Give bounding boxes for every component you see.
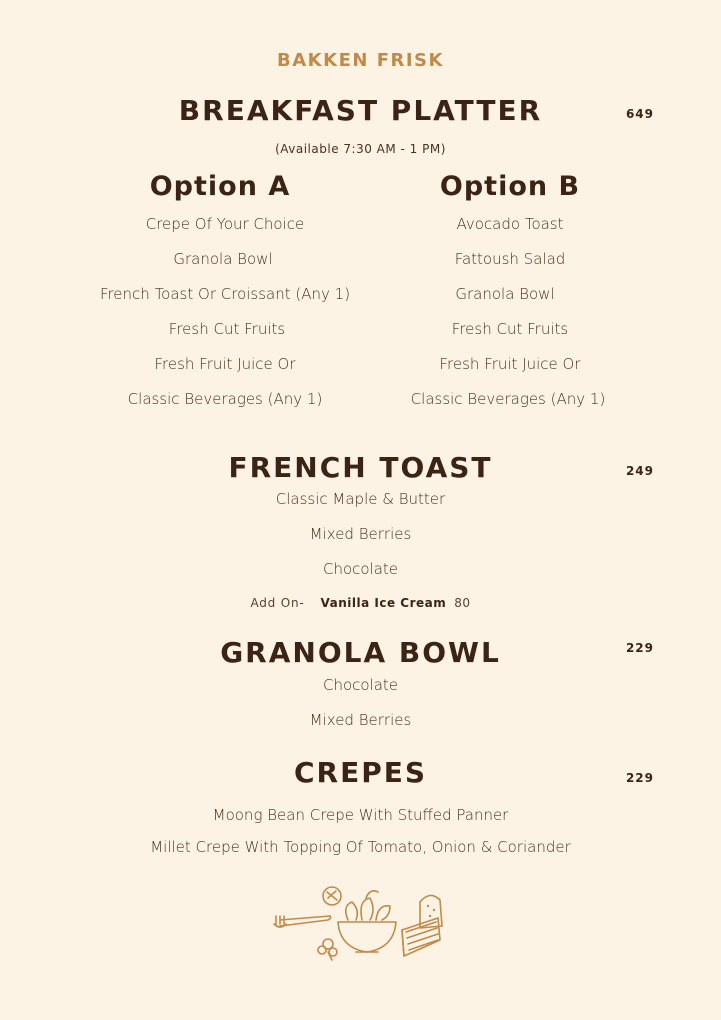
fork-icon [274,916,331,927]
addon-line [0,596,721,610]
crepes-price: 229 [625,771,654,785]
french-toast-item: Classic Maple & Butter [275,490,446,508]
french-toast-item: Mixed Berries [309,525,412,543]
breakfast-platter-price: 649 [625,107,654,121]
option-a-item: French Toast Or Croissant (Any 1) [99,285,351,303]
option-b-item: Granola Bowl [455,285,555,303]
option-b-item: Fresh Fruit Juice Or [439,355,581,373]
brand-name: BAKKEN FRISK [277,50,444,71]
crepes-item: Millet Crepe With Topping Of Tomato, Onion & Coriander [150,838,571,856]
cake-slice-icon [402,895,442,956]
option-b-item: Fattoush Salad [454,250,566,268]
granola-bowl-item: Chocolate [322,676,399,694]
crepes-item: Moong Bean Crepe With Stuffed Panner [212,806,509,824]
french-toast-price: 249 [625,464,654,478]
addon-price: 80 [454,596,471,610]
option-a-item: Fresh Fruit Juice Or [154,355,296,373]
option-a-item: Fresh Cut Fruits [168,320,286,338]
option-b-item: Fresh Cut Fruits [451,320,569,338]
option-b-item: Avocado Toast [456,215,564,233]
salad-bowl-icon [318,887,396,960]
option-b-title: Option B [439,171,581,202]
granola-bowl-price: 229 [625,641,654,655]
option-a-item: Classic Beverages (Any 1) [127,390,323,408]
french-toast-title: FRENCH TOAST [228,451,493,484]
option-a-item: Granola Bowl [173,250,273,268]
availability-note: (Available 7:30 AM - 1 PM) [275,142,446,156]
addon-name: Vanilla Ice Cream [320,596,447,610]
granola-bowl-item: Mixed Berries [309,711,412,729]
option-a-item: Crepe Of Your Choice [145,215,305,233]
granola-bowl-title: GRANOLA BOWL [220,636,501,669]
option-a-title: Option A [149,171,291,202]
crepes-title: CREPES [293,756,428,789]
breakfast-platter-title: BREAKFAST PLATTER [178,94,543,127]
option-b-item: Classic Beverages (Any 1) [410,390,606,408]
food-illustration [270,880,450,965]
addon-label: Add On- [250,596,305,610]
french-toast-item: Chocolate [322,560,399,578]
